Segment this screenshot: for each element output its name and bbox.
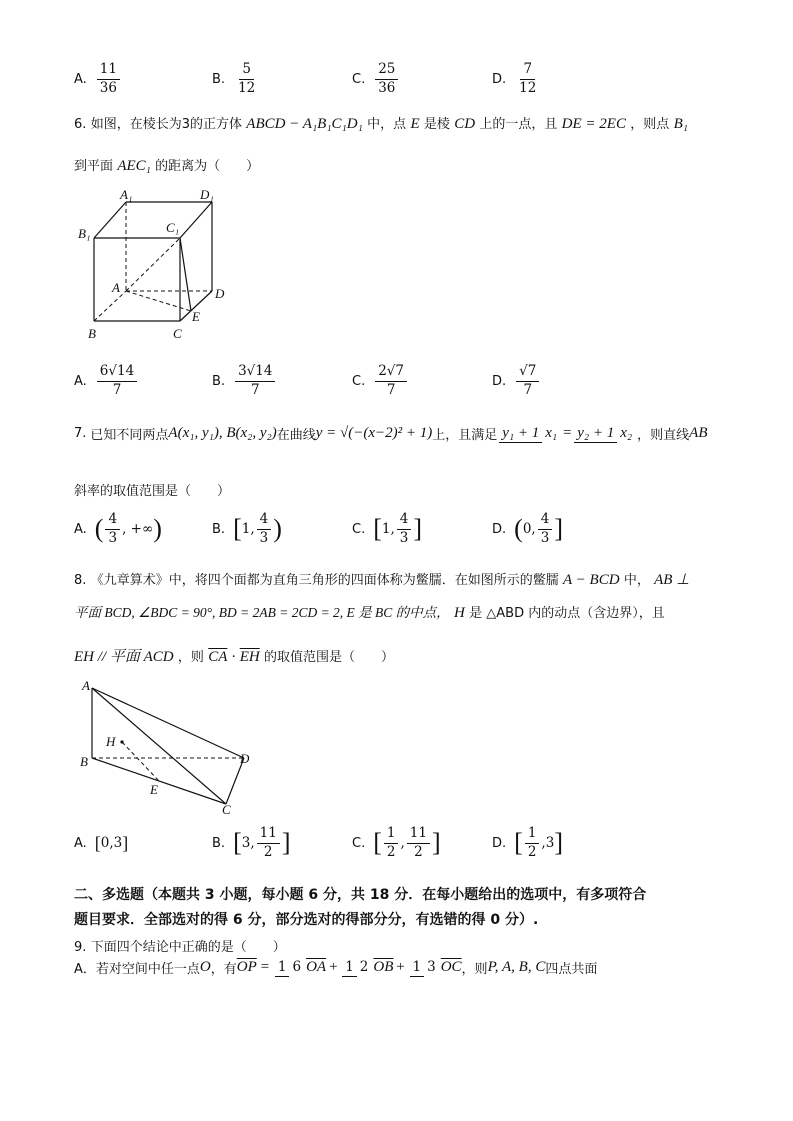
vector-oc: $\overline{OC}$ bbox=[440, 959, 462, 975]
q6-stem-line1: 6. 如图，在棱长为3的正方体 ABCD − A₁B₁C₁D₁ 中，点 E 是棱 CD 上的一点，且 DE = 2EC ，则点 B₁ bbox=[74, 116, 688, 132]
fraction: $\frac{4}{3}$ bbox=[105, 512, 120, 546]
fraction: $\frac{11}{2}$ bbox=[407, 826, 430, 860]
label-b: B bbox=[88, 326, 96, 341]
q7-option-c: C. [ 1, $\frac{4}{3}$ ] bbox=[352, 511, 423, 546]
q8-tetrahedron-figure bbox=[78, 676, 268, 816]
q6-cube-figure bbox=[74, 188, 244, 346]
label-a: A bbox=[112, 280, 120, 295]
q8-option-d: D. [ $\frac{1}{2}$ ,3 ] bbox=[492, 825, 563, 860]
coef-3: 1 3 bbox=[410, 960, 439, 976]
vector-eh: $\overline{EH}$ bbox=[239, 649, 260, 665]
fraction: $\frac{4}{3}$ bbox=[538, 512, 553, 546]
fraction: $\frac{11}{2}$ bbox=[257, 826, 280, 860]
q5-option-d: D. $\frac{7}{12}$ bbox=[492, 62, 541, 96]
q7-option-a: A. ( $\frac{4}{3}$ , +∞ ) bbox=[74, 511, 162, 546]
ratio-2: y₂ + 1 x₂ bbox=[574, 425, 635, 442]
section-heading-line2: 题目要求．全部选对的得 6 分，部分选对的得部分分，有选错的得 0 分）. bbox=[74, 912, 539, 928]
fraction: $\frac{25}{36}$ bbox=[375, 62, 398, 96]
q8-stem-line2: 平面 BCD, ∠BDC = 90°, BD = 2AB = 2CD = 2, E 是 BC 的中点， H 是 △ABD 内的动点（含边界），且 bbox=[74, 605, 665, 621]
label-e: E bbox=[192, 309, 200, 324]
label-d: D bbox=[215, 286, 225, 301]
q7-option-b: B. [ 1, $\frac{4}{3}$ ) bbox=[212, 511, 282, 546]
label-e: E bbox=[150, 782, 158, 797]
label-b1: B₁ bbox=[78, 226, 91, 241]
vector-ca: $\overline{CA}$ bbox=[208, 649, 228, 665]
q8-option-a: A. [ 0,3 ] bbox=[74, 833, 129, 853]
fraction: $\frac{√7}{7}$ bbox=[516, 364, 539, 398]
fraction: $\frac{2√7}{7}$ bbox=[375, 364, 407, 398]
vector-oa: $\overline{OA}$ bbox=[306, 959, 327, 975]
q7-stem-line1: 7. 已知不同两点 A(x₁, y₁), B(x₂, y₂) 在曲线 y = √(−(x−2)² + 1) 上，且满足 y₁ + 1 x₁ = y₂ + 1 x₂ ，则直线 AB bbox=[74, 424, 708, 443]
fraction: $\frac{1}{2}$ bbox=[525, 826, 540, 860]
q6-stem-line2: 到平面 AEC₁ 的距离为（ ） bbox=[74, 158, 260, 174]
q7-stem-line2: 斜率的取值范围是（ ） bbox=[74, 484, 231, 499]
label-d1: D₁ bbox=[200, 188, 214, 202]
label-d: D bbox=[240, 751, 250, 766]
q7-option-d: D. ( 0, $\frac{4}{3}$ ] bbox=[492, 511, 563, 546]
vector-op: $\overline{OP}$ bbox=[236, 959, 257, 975]
q6-option-a: A. $\frac{6√14}{7}$ bbox=[74, 364, 139, 398]
label-a1: A₁ bbox=[120, 188, 133, 202]
label-c1: C₁ bbox=[166, 220, 180, 235]
coef-1: 1 6 bbox=[275, 960, 304, 976]
q6-option-b: B. $\frac{3√14}{7}$ bbox=[212, 364, 277, 398]
label-b: B bbox=[80, 754, 88, 769]
fraction: $\frac{6√14}{7}$ bbox=[97, 364, 137, 398]
q6-option-d: D. $\frac{√7}{7}$ bbox=[492, 364, 541, 398]
q5-option-a: A. $\frac{11}{36}$ bbox=[74, 62, 122, 96]
label-a: A bbox=[82, 678, 90, 693]
fraction: $\frac{4}{3}$ bbox=[397, 512, 412, 546]
q8-option-c: C. [ $\frac{1}{2}$ , $\frac{11}{2}$ ] bbox=[352, 825, 441, 860]
q5-option-b: B. $\frac{5}{12}$ bbox=[212, 62, 260, 96]
label-c: C bbox=[222, 802, 231, 816]
q5-option-c: C. $\frac{25}{36}$ bbox=[352, 62, 400, 96]
coef-2: 1 2 bbox=[342, 960, 371, 976]
q9-stem: 9. 下面四个结论中正确的是（ ） bbox=[74, 940, 286, 955]
q8-option-b: B. [ 3, $\frac{11}{2}$ ] bbox=[212, 825, 291, 860]
fraction: $\frac{5}{12}$ bbox=[238, 61, 256, 96]
fraction: $\frac{3√14}{7}$ bbox=[235, 364, 275, 398]
q8-stem-line1: 8. 《九章算术》中，将四个面都为直角三角形的四面体称为鳖臑．在如图所示的鳖臑 A − BCD 中， AB ⊥ bbox=[74, 572, 690, 588]
q9-option-a: A．若对空间中任一点 O ，有 $\overline{OP}$ = 1 6 $\overline{OA}$ + 1 2 $\overline{OB}$ + 1 3 $\overline{OC}$ ，则 P, A, B, C 四点共面 bbox=[74, 958, 598, 977]
section-heading-line1: 二、多选题（本题共 3 小题，每小题 6 分，共 18 分．在每小题给出的选项中，有多项符合 bbox=[74, 887, 647, 903]
fraction: $\frac{1}{2}$ bbox=[384, 826, 399, 860]
vector-ob: $\overline{OB}$ bbox=[373, 959, 394, 975]
ratio-1: y₁ + 1 x₁ bbox=[499, 425, 560, 442]
label-h: H bbox=[106, 734, 116, 749]
fraction: $\frac{4}{3}$ bbox=[257, 512, 272, 546]
q6-option-c: C. $\frac{2√7}{7}$ bbox=[352, 364, 409, 398]
fraction: $\frac{7}{12}$ bbox=[519, 61, 537, 96]
q8-stem-line3: EH // 平面 ACD ，则 $\overline{CA} \cdot \overline{EH}$ 的取值范围是（ ） bbox=[74, 649, 395, 665]
label-c: C bbox=[173, 326, 182, 341]
fraction: $\frac{11}{36}$ bbox=[97, 62, 120, 96]
